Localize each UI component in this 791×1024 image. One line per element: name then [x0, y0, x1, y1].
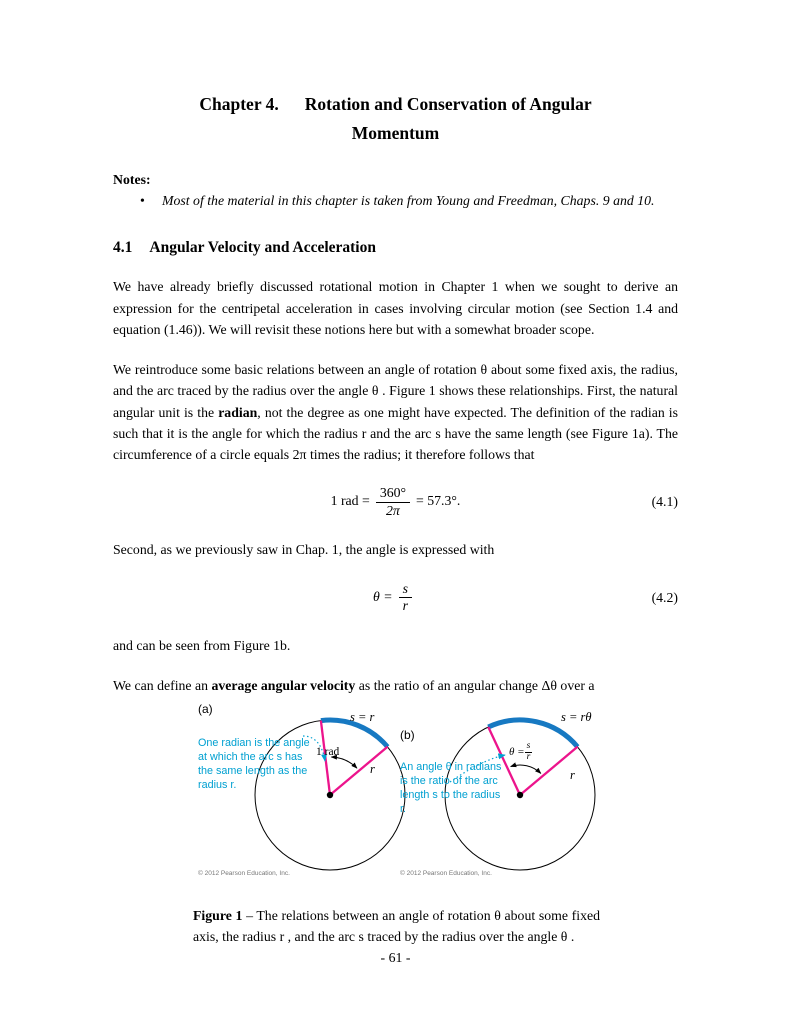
paragraph-5-seg2: as the ratio of an angular change Δθ over a [355, 677, 595, 693]
paragraph-3: Second, as we previously saw in Chap. 1, the angle is expressed with [113, 542, 495, 558]
section-number: 4.1 [113, 239, 133, 257]
chapter-title-line2: Momentum [351, 122, 440, 143]
notes-bullet-item [140, 191, 678, 212]
paragraph-2 [113, 359, 678, 465]
eq2-denominator: r [402, 598, 408, 614]
panel-a-label: (a) [198, 702, 213, 717]
eq1-denominator: 2π [386, 502, 400, 518]
equation-4-2-body [183, 581, 608, 615]
equation-4-1-body [183, 485, 608, 519]
panel-b-annotation: An angle θ in radians is the ratio of the arc length s to the radius r. [400, 761, 502, 816]
bullet-icon: • [140, 192, 145, 208]
panel-a-annotation: One radian is the angle at which the arc s has the same length as the radius r. [198, 737, 310, 792]
chapter-title-text: Rotation and Conservation of Angular [304, 94, 592, 114]
section-title: Angular Velocity and Acceleration [149, 239, 376, 257]
panel-b-arc-label: s = rθ [561, 710, 592, 725]
center-dot [327, 792, 333, 798]
panel-b-radius-label: r [570, 768, 575, 783]
panel-b-label: (b) [400, 728, 415, 743]
figure-caption [193, 906, 600, 947]
eq1-fraction [376, 485, 410, 519]
figure-1 [113, 700, 678, 892]
panel-a-angle-label: 1 rad [316, 746, 340, 759]
center-dot [517, 792, 523, 798]
paragraph-5-bold: average angular velocity [211, 677, 356, 693]
chapter-title-line1 [113, 90, 678, 119]
eq2-number: (4.2) [651, 589, 678, 605]
eq2-fraction [399, 581, 412, 615]
eq1-lhs: 1 rad = [330, 493, 370, 509]
paragraph-4: and can be seen from Figure 1b. [113, 637, 291, 653]
eq1-rhs: = 57.3°. [416, 493, 461, 509]
panel-b-angle-denominator: r [526, 752, 531, 763]
panel-b-angle-fraction [525, 742, 533, 763]
eq2-lhs: θ = [373, 588, 393, 604]
page-number: - 61 - [380, 950, 411, 965]
equation-4-2 [113, 581, 678, 615]
angle-arrow [331, 757, 357, 768]
section-heading [113, 239, 678, 257]
panel-b-angle-label [509, 742, 532, 763]
chapter-title [113, 90, 678, 148]
angle-arrow [511, 765, 541, 773]
panel-b-angle-numerator: s [526, 741, 531, 752]
panel-a-arc-label: s = r [350, 710, 375, 725]
paragraph-2-seg2: , not the degree as one might have expected. The definition of the radian is such that it is the angle for which the radius r and the arc s have the same length (see Figure 1a). The circumference of a circle equals 2π times the radius; it therefore follows that [113, 404, 678, 463]
paragraph-5 [113, 675, 678, 696]
equation-4-1 [113, 485, 678, 519]
paragraph-5-seg1: We can define an [113, 677, 212, 693]
figure-caption-text: – The relations between an angle of rotation θ about some fixed axis, the radius r , and the arc s traced by the radius over the angle θ . [193, 908, 600, 944]
panel-a-copyright: © 2012 Pearson Education, Inc. [198, 870, 290, 878]
page-content [113, 90, 678, 948]
panel-b-angle-lhs: θ = [509, 746, 525, 759]
eq2-numerator: s [399, 581, 412, 599]
paragraph-2-bold-radian: radian [218, 404, 258, 420]
figure-caption-label: Figure 1 [193, 908, 243, 924]
notes-label: Notes: [113, 171, 151, 187]
panel-b-copyright: © 2012 Pearson Education, Inc. [400, 870, 492, 878]
paragraph-1: We have already briefly discussed rotational motion in Chapter 1 when we sought to derive an expression for the centripetal acceleration in cases involving circular motion (see Section 1.4 and equation (1.46)). We will revisit these notions here but with a somewhat broader scope. [113, 279, 678, 337]
notes-bullet-text: Most of the material in this chapter is taken from Young and Freedman, Chaps. 9 and 10. [162, 192, 655, 208]
chapter-number: Chapter 4. [199, 94, 279, 114]
panel-a-radius-label: r [370, 762, 375, 777]
eq1-number: (4.1) [651, 494, 678, 510]
paragraph-2-seg1: We reintroduce some basic relations between an angle of rotation θ about some fixed axis, the radius, and the arc traced by the radius over the angle θ . Figure 1 shows these relationships. First, the natural angular unit is the [113, 362, 678, 420]
eq1-numerator: 360° [376, 485, 410, 503]
